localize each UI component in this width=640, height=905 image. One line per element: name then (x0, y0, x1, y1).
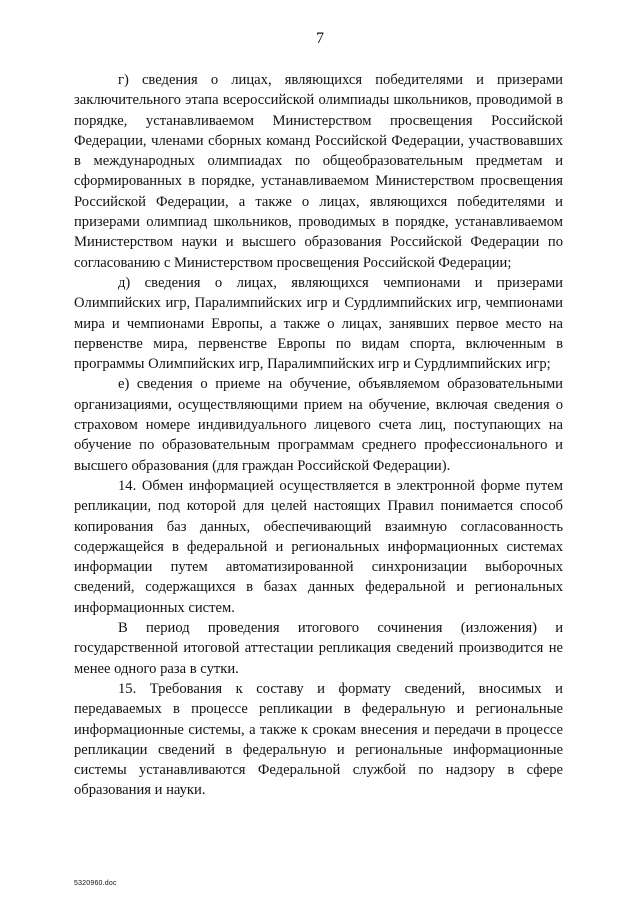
paragraph-item-d: д) сведения о лицах, являющихся чемпионами и призерами Олимпийских игр, Паралимпийских игр и Сурдлимпийских игр, чемпионами мира и чемпионами Европы, а также о лицах, занявших первое место на первенстве мира, первенстве Европы по видам спорта, включенным в программы Олимпийских игр, Паралимпийских игр и Сурдлимпийских игр; (74, 274, 563, 373)
paragraph-section-14: 14. Обмен информацией осуществляется в электронной форме путем репликации, под которой для целей настоящих Правил понимается способ копирования баз данных, обеспечивающий взаимную согласованность содержащейся в федеральной и региональных информационных системах информации путем автоматизированной синхронизации выборочных сведений, содержащихся в базах данных федеральной и региональных информационных систем. (74, 477, 563, 616)
page-number: 7 (316, 30, 324, 47)
paragraph-section-15: 15. Требования к составу и формату сведений, вносимых и передаваемых в процессе репликации в федеральную и региональные информационные системы, а также к срокам внесения и передачи в процессе репликации сведений в федеральную и региональные информационные системы устанавливаются Федеральной службой по надзору в сфере образования и науки. (74, 680, 563, 799)
paragraph-item-e: е) сведения о приеме на обучение, объявляемом образовательными организациями, осуществляющими прием на обучение, включая сведения о страховом номере индивидуального лицевого счета лиц, поступающих на обучение по образовательным программам среднего профессионального и высшего образования (для граждан Российской Федерации). (74, 376, 563, 474)
paragraph-replication-frequency: В период проведения итогового сочинения (изложения) и государственной итоговой аттестации репликация сведений производится не менее одного раза в сутки. (74, 620, 563, 677)
document-filename: 5320960.doc (74, 880, 117, 887)
paragraph-item-g: г) сведения о лицах, являющихся победителями и призерами заключительного этапа всероссийской олимпиады школьников, проводимой в порядке, устанавливаемом Министерством просвещения Российской Федерации, членами сборных команд Российской Федерации, участвовавших в международных олимпиадах по общеобразовательным предметам и сформированных в порядке, устанавливаемом Министерством просвещения Российской Федерации, а также о лицах, являющихся победителями и призерами олимпиад школьников, проводимых в порядке, устанавливаемом Министерством науки и высшего образования Российской Федерации по согласованию с Министерством просвещения Российской Федерации; (74, 72, 563, 271)
document-body (74, 70, 563, 801)
